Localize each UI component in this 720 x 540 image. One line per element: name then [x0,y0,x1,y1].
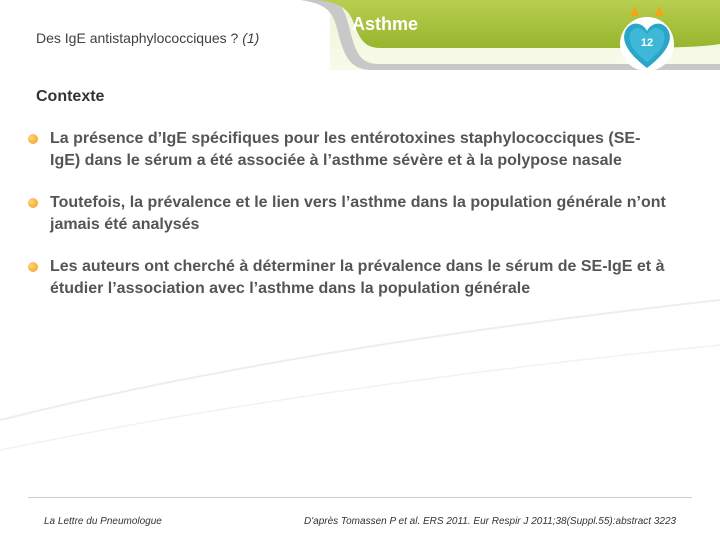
slide-header [0,0,720,70]
subtitle-number: (1) [242,30,260,46]
page-number: 12 [640,37,654,49]
bullet-text: Les auteurs ont cherché à déterminer la prévalence dans le sérum de SE-IgE et à étudier l’association avec l’asthme dans la population générale [50,258,665,297]
bullet-text: Toutefois, la prévalence et le lien vers l’asthme dans la population générale n’ont jamais été analysés [50,194,666,233]
footer-journal: La Lettre du Pneumologue [44,516,162,527]
bullet-list [28,128,668,320]
footer-citation: D'après Tomassen P et al. ERS 2011. Eur Respir J 2011;38(Suppl.55):abstract 3223 [304,516,677,527]
list-item [28,192,668,236]
list-item [28,128,668,172]
heart-badge-icon [616,4,678,74]
section-title: Asthme [352,14,419,34]
slide-subtitle [36,30,259,46]
bullet-dot-icon [28,198,38,208]
footer-divider [28,497,692,498]
content-heading: Contexte [36,88,105,105]
bullet-dot-icon [28,134,38,144]
bullet-dot-icon [28,262,38,272]
subtitle-text: Des IgE antistaphylococciques ? [36,30,239,46]
bullet-text: La présence d’IgE spécifiques pour les entérotoxines staphylococciques (SE-IgE) dans le sérum a été associée à l’asthme sévère et à la polypose nasale [50,130,641,169]
list-item [28,256,668,300]
